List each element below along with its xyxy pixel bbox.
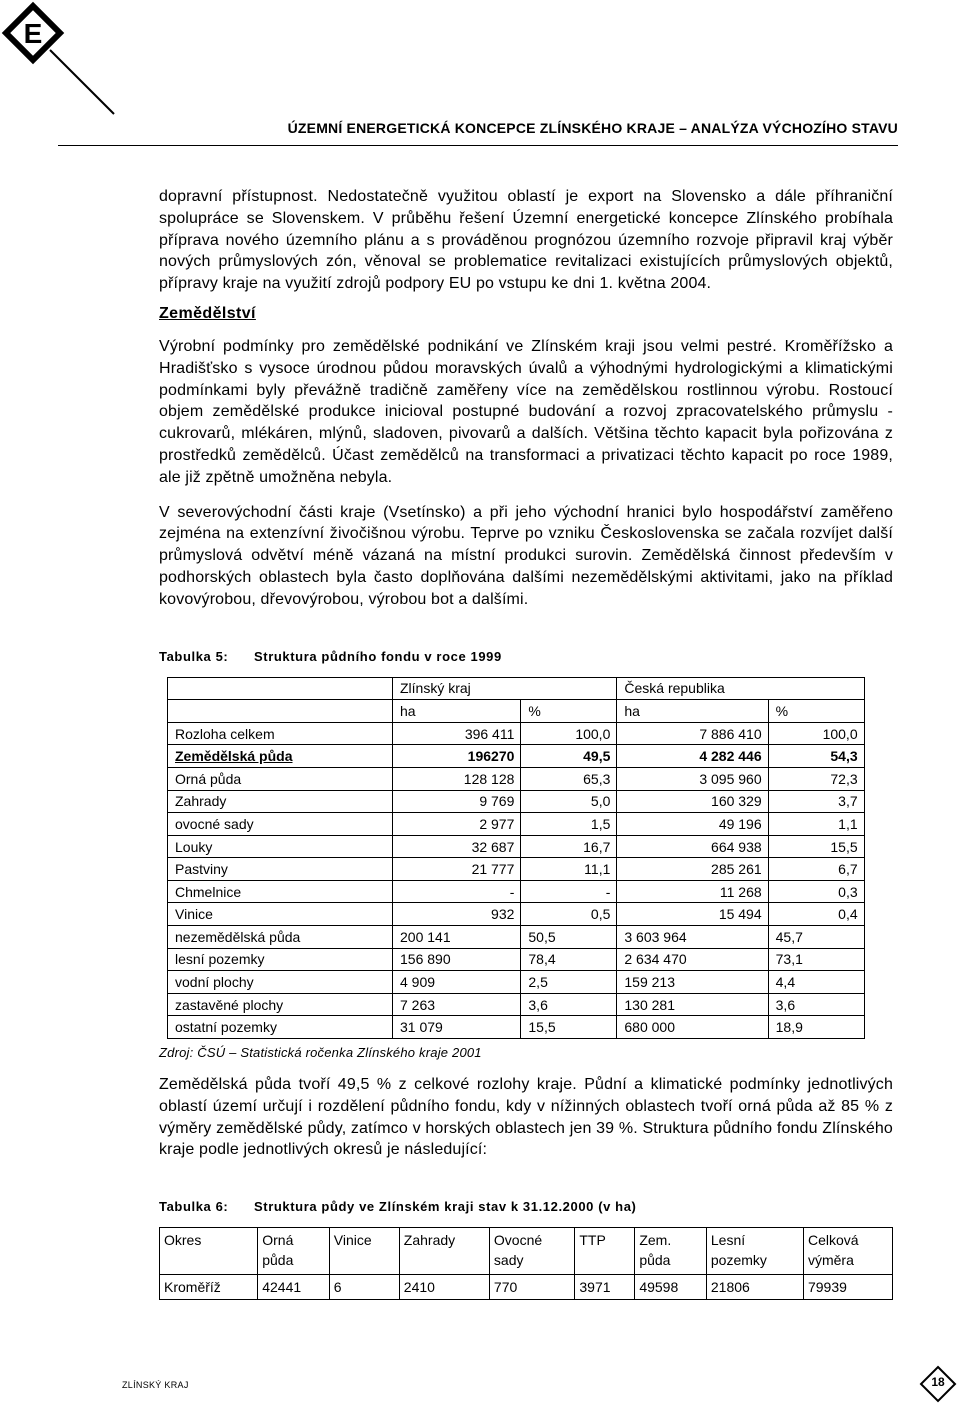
table-cell: 6 <box>329 1275 399 1300</box>
table-cell: 16,7 <box>521 835 617 858</box>
footer-region-label: ZLÍNSKÝ KRAJ <box>122 1380 189 1390</box>
table6-caption <box>159 1199 893 1214</box>
table-cell: 15,5 <box>521 1016 617 1039</box>
row-label: Vinice <box>168 903 393 926</box>
table-row <box>168 858 894 881</box>
table-cell: 2,5 <box>521 971 617 994</box>
energy-logo-icon <box>0 0 115 115</box>
row-label: Zemědělská půda <box>168 745 393 768</box>
table-cell: 65,3 <box>521 767 617 790</box>
land-fund-paragraph: Zemědělská půda tvoří 49,5 % z celkové rozlohy kraje. Půdní a klimatické podmínky jednotlivých oblastí území určují i rozdělení půdního fondu, kdy v nížinných oblastech tvoří orná půda až 85 % z výměry zemědělské půdy, zatímco v horských oblastech jen 39 %. Struktura půdního fondu Zlínského kraje podle jednotlivých okresů je následující: <box>159 1076 893 1159</box>
table-cell: 3,6 <box>521 993 617 1016</box>
table5-unit-header-row <box>168 700 894 723</box>
table5-corner-cell <box>168 700 393 723</box>
table-cell: 130 281 <box>617 993 768 1016</box>
row-label: ovocné sady <box>168 813 393 836</box>
table5-group-header: Zlínský kraj <box>393 677 617 700</box>
header-text: Celková <box>807 1232 859 1249</box>
header-text: Zem. <box>639 1232 672 1249</box>
header-text: půda <box>262 1252 294 1269</box>
table-row <box>168 835 894 858</box>
table-cell: 100,0 <box>521 722 617 745</box>
row-label: lesní pozemky <box>168 948 393 971</box>
table-cell: 49,5 <box>521 745 617 768</box>
row-label: zastavěné plochy <box>168 993 393 1016</box>
table-cell: 7 263 <box>393 993 521 1016</box>
table-cell: 2410 <box>399 1275 489 1300</box>
table6-header-vinice <box>329 1228 399 1275</box>
table-cell: 1,5 <box>521 813 617 836</box>
table-cell: 15 494 <box>617 903 768 926</box>
table5-group-header: Česká republika <box>617 677 864 700</box>
table-cell: 932 <box>393 903 521 926</box>
table-cell: 0,3 <box>768 880 864 903</box>
table6-header-row <box>160 1228 893 1275</box>
table-cell: 32 687 <box>393 835 521 858</box>
table-cell-empty <box>864 948 893 971</box>
row-label: Chmelnice <box>168 880 393 903</box>
table-cell: 21 777 <box>393 858 521 881</box>
table-cell: 2 977 <box>393 813 521 836</box>
header-rule <box>58 145 898 146</box>
table5-unit-header: % <box>768 700 864 723</box>
table6-caption-number: Tabulka 6: <box>159 1199 229 1215</box>
page-content <box>159 186 893 1300</box>
table-cell: 31 079 <box>393 1016 521 1039</box>
table-cell: 0,5 <box>521 903 617 926</box>
header-text: Okres <box>164 1232 202 1249</box>
document-header-title: ÚZEMNÍ ENERGETICKÁ KONCEPCE ZLÍNSKÉHO KRAJE – ANALÝZA VÝCHOZÍHO STAVU <box>287 120 898 136</box>
table5-land-fund <box>167 677 894 1040</box>
row-label: ostatní pozemky <box>168 1016 393 1039</box>
row-label: vodní plochy <box>168 971 393 994</box>
table-cell: 396 411 <box>393 722 521 745</box>
table-row <box>168 813 894 836</box>
table5-corner-cell <box>168 677 393 700</box>
table-cell: 664 938 <box>617 835 768 858</box>
table-cell: 680 000 <box>617 1016 768 1039</box>
table6-header-okres <box>160 1228 258 1275</box>
row-label: Rozloha celkem <box>168 722 393 745</box>
table-cell: 200 141 <box>393 926 521 949</box>
table5-unit-header: ha <box>617 700 768 723</box>
table5-caption-title: Struktura půdního fondu v roce 1999 <box>254 648 502 664</box>
logo-letter: E <box>23 18 43 49</box>
table-row <box>160 1275 893 1300</box>
table-cell: 45,7 <box>768 926 864 949</box>
table-cell: 196270 <box>393 745 521 768</box>
table-cell: 285 261 <box>617 858 768 881</box>
table-row <box>168 926 894 949</box>
table-cell-empty <box>864 971 893 994</box>
table6-caption-title: Struktura půdy ve Zlínském kraji stav k 31.12.2000 (v ha) <box>254 1199 637 1215</box>
table-row <box>168 971 894 994</box>
intro-paragraph: dopravní přístupnost. Nedostatečně využitou oblastí je export na Slovensko a dále příhraniční spolupráce se Slovenskem. V průběhu řešení Územní energetické koncepce Zlínského probíhala příprava nového územního plánu a s prováděnou prognózou územního rozvoje připravil kraj výběr nových průmyslových zón, věnoval se problematice revitalizaci existujících průmyslových objektů, přípravy kraje na využití zdrojů podpory EU po vstupu ke dni 1. května 2004. <box>159 188 893 293</box>
table-row <box>168 1016 894 1039</box>
table5-caption <box>159 649 893 664</box>
table-cell: 3,6 <box>768 993 864 1016</box>
row-label: nezemědělská půda <box>168 926 393 949</box>
table-cell: 9 769 <box>393 790 521 813</box>
table-cell: 3 095 960 <box>617 767 768 790</box>
table-row <box>168 745 894 768</box>
table-cell: 159 213 <box>617 971 768 994</box>
table-cell-empty <box>864 993 893 1016</box>
table-row <box>168 722 894 745</box>
table-cell: 1,1 <box>768 813 864 836</box>
table-cell: 18,9 <box>768 1016 864 1039</box>
header-text: Vinice <box>333 1232 372 1249</box>
table-cell: 156 890 <box>393 948 521 971</box>
row-label: Zahrady <box>168 790 393 813</box>
table-cell: 0,4 <box>768 903 864 926</box>
table-cell: 4 282 446 <box>617 745 768 768</box>
header-text: pozemky <box>710 1252 767 1269</box>
row-label: Pastviny <box>168 858 393 881</box>
table-cell: 78,4 <box>521 948 617 971</box>
table-cell: - <box>521 880 617 903</box>
row-label: Orná půda <box>168 767 393 790</box>
table-cell: 100,0 <box>768 722 864 745</box>
section-heading-zemedelstvi: Zemědělství <box>159 304 256 322</box>
table-row <box>168 767 894 790</box>
table6-soil-structure <box>159 1227 893 1300</box>
table-cell-empty <box>864 1016 893 1039</box>
table-row <box>168 993 894 1016</box>
table-cell: 6,7 <box>768 858 864 881</box>
table-cell: 4 909 <box>393 971 521 994</box>
table-cell-empty <box>864 926 893 949</box>
table-cell: 11,1 <box>521 858 617 881</box>
table-cell: 5,0 <box>521 790 617 813</box>
table-cell: 79939 <box>803 1275 892 1300</box>
table5-caption-number: Tabulka 5: <box>159 648 229 664</box>
table-row <box>168 948 894 971</box>
table5-source: Zdroj: ČSÚ – Statistická ročenka Zlínského kraje 2001 <box>159 1045 482 1061</box>
table6-header-ovocne-sady <box>489 1228 574 1275</box>
table6-header-ttp <box>575 1228 635 1275</box>
section-paragraph-2: V severovýchodní části kraje (Vsetínsko) a při jeho východní hranici bylo hospodářství zaměřeno zejména na extenzívní živočišnou výrobu. Teprve po vzniku Československa se začala rozvíjet další průmyslová odvětví méně vázaná na místní produkci surovin. Zemědělská činnost především v podhorských oblastech byla často doplňována dalšími nezemědělskými aktivitami, jako na příklad kovovýrobou, dřevovýrobou, výrobou bot a dalšími. <box>159 503 893 608</box>
header-text: Lesní <box>710 1232 746 1249</box>
table-cell: 54,3 <box>768 745 864 768</box>
table-row <box>168 880 894 903</box>
row-label: Louky <box>168 835 393 858</box>
table-cell: 73,1 <box>768 948 864 971</box>
header-text: výměra <box>807 1252 854 1269</box>
table-cell: 4,4 <box>768 971 864 994</box>
table-cell: 21806 <box>706 1275 803 1300</box>
table-cell: 2 634 470 <box>617 948 768 971</box>
table-cell: 50,5 <box>521 926 617 949</box>
header-text: sady <box>493 1252 524 1269</box>
row-label: Kroměříž <box>160 1275 258 1300</box>
table6-header-lesni-pozemky <box>706 1228 803 1275</box>
table6-header-zahrady <box>399 1228 489 1275</box>
header-text: půda <box>639 1252 671 1269</box>
page-number: 18 <box>931 1375 945 1389</box>
table-cell: 770 <box>489 1275 574 1300</box>
table-cell: 49598 <box>635 1275 707 1300</box>
table6-header-zem-puda <box>635 1228 707 1275</box>
table-cell: 3 603 964 <box>617 926 768 949</box>
table5-unit-header: ha <box>393 700 521 723</box>
table-cell: 3,7 <box>768 790 864 813</box>
table-cell: 11 268 <box>617 880 768 903</box>
table-cell: 49 196 <box>617 813 768 836</box>
section-paragraph-1: Výrobní podmínky pro zemědělské podnikání ve Zlínském kraji jsou velmi pestré. Kroměřížsko a Hradišťsko s vysoce úrodnou půdou moravských úvalů a výhodnými hydrologickými a klimatickými podmínkami byly převážně tradičně zaměřeny více na zemědělskou rostlinnou výrobu. Rostoucí objem zemědělské produkce inicioval postupné budování a rozvoj zpracovatelského průmyslu - cukrovarů, mlékáren, mlýnů, sladoven, pivovarů a dalších. Většina těchto kapacit byla pořizována z prostředků zemědělců. Účast zemědělců na transformaci a privatizaci těchto kapacit po roce 1989, ale již zpětně umožněna nebyla. <box>159 337 893 486</box>
table-cell: 42441 <box>258 1275 330 1300</box>
table-row <box>168 903 894 926</box>
table-cell: 3971 <box>575 1275 635 1300</box>
table-cell: 15,5 <box>768 835 864 858</box>
table-cell: 160 329 <box>617 790 768 813</box>
table5-group-header-row <box>168 677 894 700</box>
header-text: Ovocné <box>493 1232 543 1249</box>
header-text: Zahrady <box>403 1232 456 1249</box>
table-cell: 72,3 <box>768 767 864 790</box>
header-text: TTP <box>579 1232 606 1249</box>
table-cell: 128 128 <box>393 767 521 790</box>
table-cell: 7 886 410 <box>617 722 768 745</box>
table5-unit-header: % <box>521 700 617 723</box>
table-row <box>168 790 894 813</box>
header-text: Orná <box>262 1232 294 1249</box>
table6-header-orna-puda <box>258 1228 330 1275</box>
table-cell: - <box>393 880 521 903</box>
table6-header-celkova-vymera <box>803 1228 892 1275</box>
